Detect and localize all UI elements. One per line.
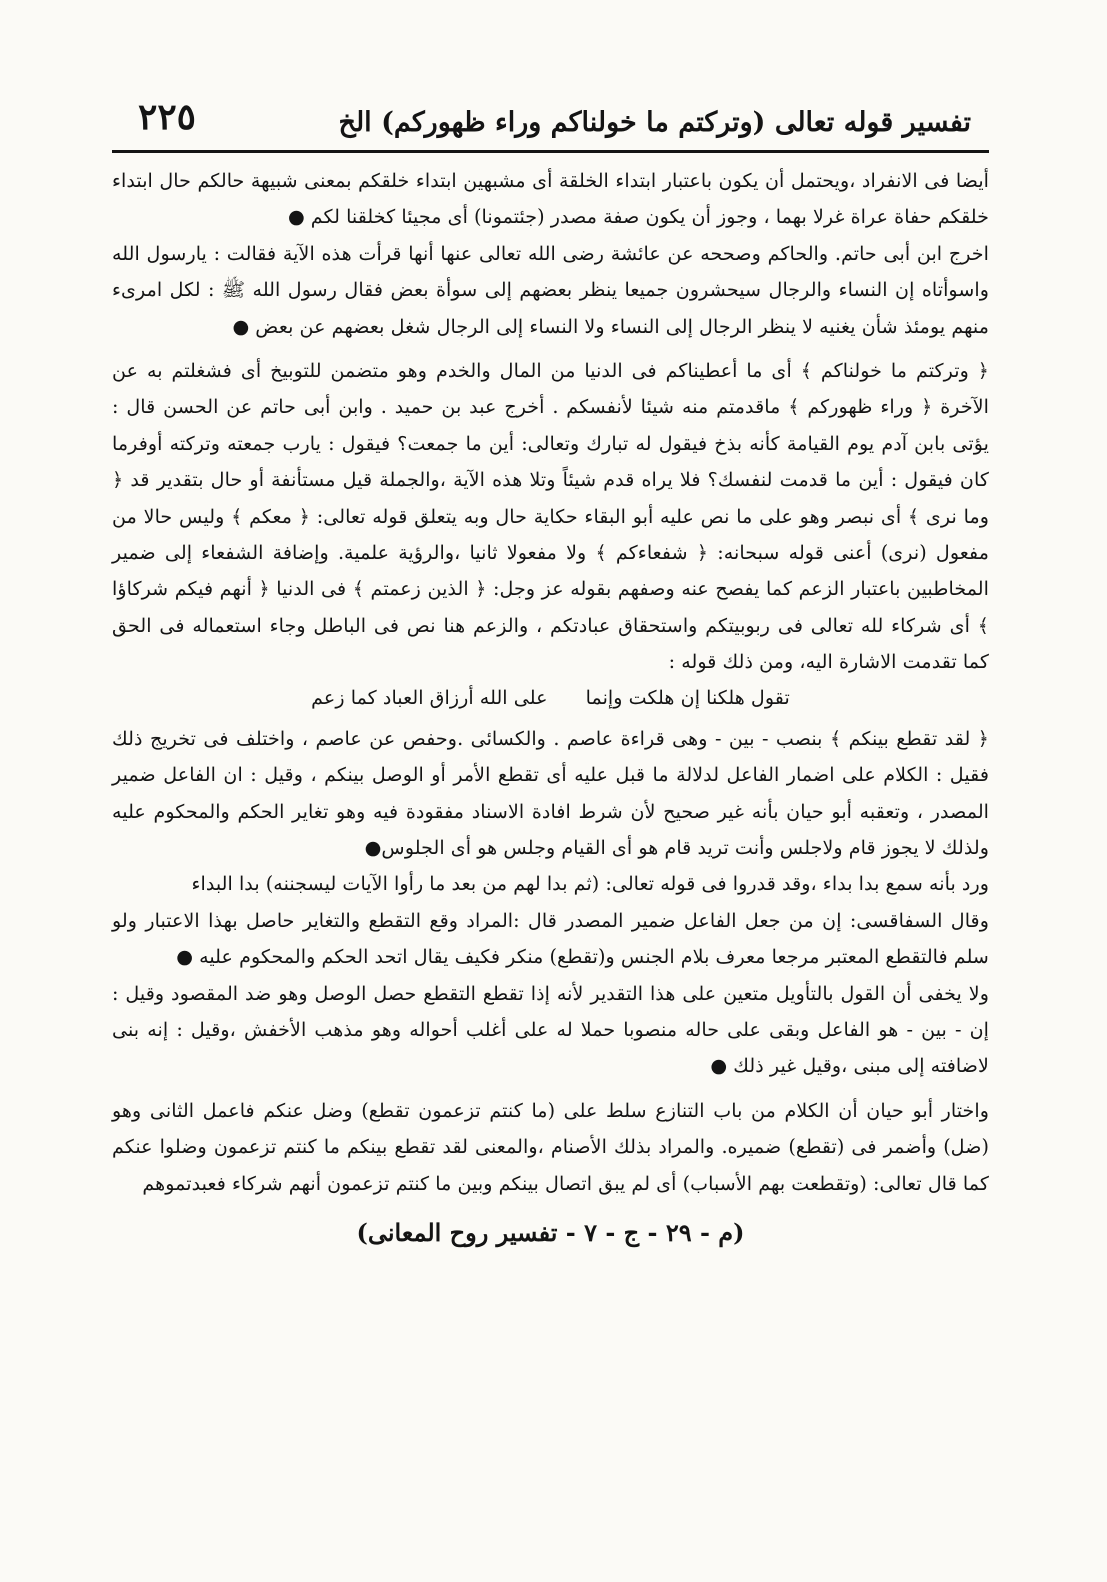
paragraph: ورد بأنه سمع بدا بداء ،وقد قدروا فى قوله تعالى: (ثم بدا لهم من بعد ما رأوا الآيات ليسجننه) بدا البداء [191,872,989,896]
running-header [112,96,989,138]
printer-signature: (م - ٢٩ - ج - ٧ - تفسير روح المعانى) [356,1217,745,1247]
verse-first-half: تقول هلكنا إن هلكت وإنما [585,685,790,709]
verse-second-half: على الله أرزاق العباد كما زعم [311,685,548,709]
paragraph: ﴿ وتركتم ما خولناكم ﴾ أى ما أعطيناكم فى الدنيا من المال والخدم وهو متضمن للتوبيخ أى فشغلتم به عن الآخرة ﴿ وراء ظهوركم ﴾ ماقدمتم منه شيئا لأنفسكم . أخرج عبد بن حميد . وابن أبى حاتم عن الحسن قال : يؤتى بابن آدم يوم القيامة كأنه بذخ فيقول له تبارك وتعالى: أين ما جمعت؟ فيقول : يارب جمعته وتركته أوفرما كان فيقول : أين ما قدمت لنفسك؟ فلا يراه قدم شيئاً وتلا هذه الآية ،والجملة قيل مستأنفة أو حال بتقدير قد ﴿ وما نرى ﴾ أى نبصر وهو على ما نص عليه أبو البقاء حكاية حال وبه يتعلق قوله تعالى: ﴿ معكم ﴾ وليس حالا من مفعول (نرى) أعنى قوله سبحانه: ﴿ شفعاءكم ﴾ ولا مفعولا ثانيا ،والرؤية علمية. وإضافة الشفعاء إلى ضمير المخاطبين باعتبار الزعم كما يفصح عنه وصفهم بقوله عز وجل: ﴿ الذين زعمتم ﴾ فى الدنيا ﴿ أنهم فيكم شركاؤا ﴾ أى شركاء لله تعالى فى ربوبيتكم واستحقاق عبادتكم ، والزعم هنا نص فى الباطل وجاء استعماله فى الحق كما تقدمت الاشارة اليه، ومن ذلك قوله : [112,359,989,674]
header-rule [112,150,989,153]
paragraph: اخرج ابن أبى حاتم. والحاكم وصححه عن عائشة رضى الله تعالى عنها أنها قرأت هذه الآية فقالت : يارسول الله واسوأتاه إن النساء والرجال سيحشرون جميعا ينظر بعضهم إلى سوأة بعض فقال رسول الله ﷺ : لكل امرىء منهم يومئذ شأن يغنيه لا ينظر الرجال إلى النساء ولا النساء إلى الرجال شغل بعضهم عن بعض ● [112,241,989,338]
header-title: تفسير قوله تعالى (وتركتم ما خولناكم وراء ظهوركم) الخ [338,107,971,138]
main-text [112,163,989,1202]
paragraph: ولا يخفى أن القول بالتأويل متعين على هذا التقدير لأنه إذا تقطع التقطع حصل الوصل وهو ضد المقصود وقيل : إن - بين - هو الفاعل وبقى على حاله منصوبا حملا له على أغلب أحواله وهو مذهب الأخفش ،وقيل : إنه بنى لاضافته إلى مبنى ،وقيل غير ذلك ● [112,981,989,1078]
paragraph: واختار أبو حيان أن الكلام من باب التنازع سلط على (ما كنتم تزعمون تقطع) وضل عنكم فاعمل الثانى وهو (ضل) وأضمر فى (تقطع) ضميره. والمراد بذلك الأصنام ،والمعنى لقد تقطع بينكم ما كنتم تزعمون وضلوا عنكم كما قال تعالى: (وتقطعت بهم الأسباب) أى لم يبق اتصال بينكم وبين ما كنتم تزعمون أنهم شركاء فعبدتموهم [112,1098,989,1195]
paragraph: ﴿ لقد تقطع بينكم ﴾ بنصب - بين - وهى قراءة عاصم . والكسائى .وحفص عن عاصم ، واختلف فى تخريج ذلك فقيل : الكلام على اضمار الفاعل لدلالة ما قبل عليه أى تقطع الأمر أو الوصل بينكم ، وقيل : ان الفاعل ضمير المصدر ، وتعقبه أبو حيان بأنه غير صحيح لأن شرط افادة الاسناد مفقودة فيه وهو تغاير الحكم والمحكوم عليه ولذلك لا يجوز قام ولاجلس وأنت تريد قام هو أى القيام وجلس هو أى الجلوس● [112,726,989,859]
poetry-verse [112,683,989,713]
paragraph: أيضا فى الانفراد ،ويحتمل أن يكون باعتبار ابتداء الخلقة أى مشبهين ابتداء خلقكم بمعنى شبيهة حالكم حال ابتداء خلقكم حفاة عراة غرلا بهما ، وجوز أن يكون صفة مصدر (جئتمونا) أى مجيئا كخلقنا لكم ● [112,169,989,229]
page-number: ٢٢٥ [138,96,197,138]
paragraph: وقال السفاقسى: إن من جعل الفاعل ضمير المصدر قال :المراد وقع التقطع والتغاير حاصل بهذا الاعتبار ولو سلم فالتقطع المعتبر مرجعا معرف بلام الجنس و(تقطع) منكر فكيف يقال اتحد الحكم والمحكوم عليه ● [112,908,989,969]
